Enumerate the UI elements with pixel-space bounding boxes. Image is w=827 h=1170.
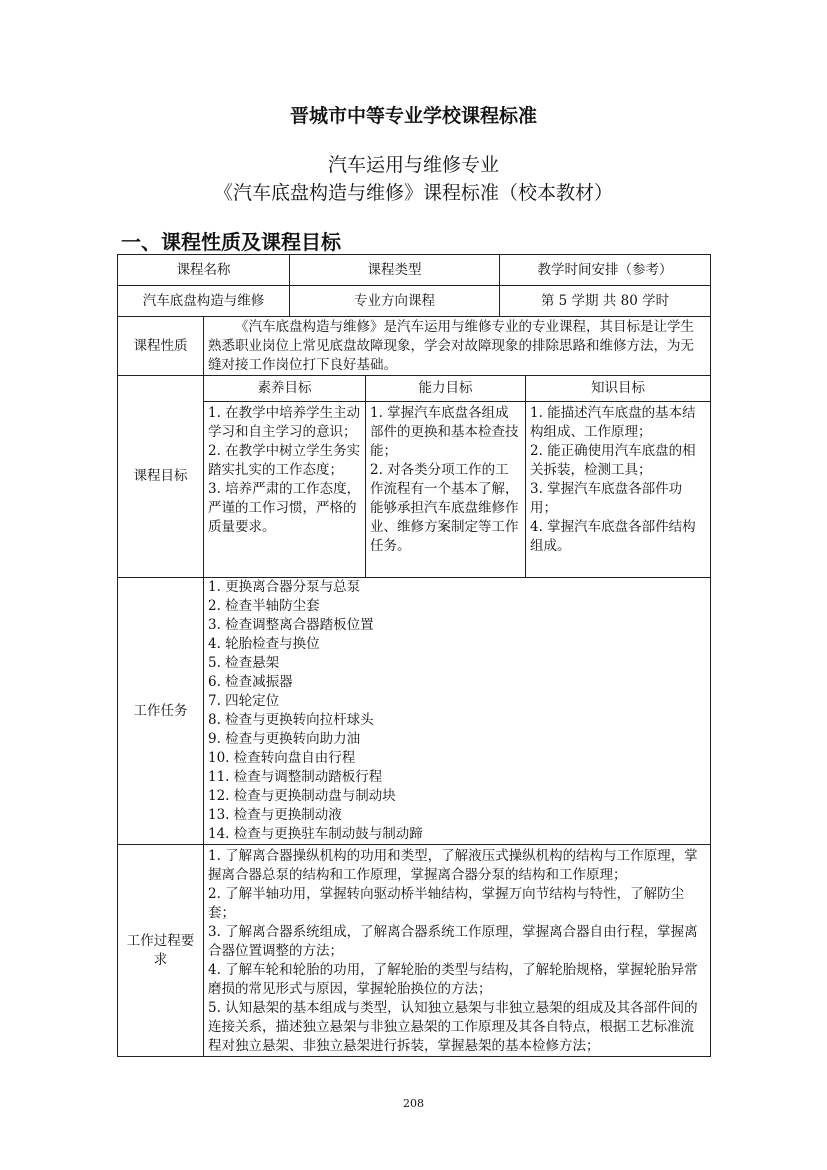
page-number: 208 <box>403 1097 424 1110</box>
tasks-label: 工作任务 <box>118 578 204 845</box>
task-item: 5. 检查悬架 <box>208 655 280 671</box>
task-item: 12. 检查与更换制动盘与制动块 <box>208 788 396 804</box>
task-item: 9. 检查与更换转向助力油 <box>208 731 361 747</box>
task-item: 8. 检查与更换转向拉杆球头 <box>208 712 374 728</box>
quality-goals <box>204 402 366 578</box>
document-subtitle-course: 《汽车底盘构造与维修》课程标准（校本教材） <box>213 182 613 204</box>
task-item: 14. 检查与更换驻车制动鼓与制动蹄 <box>208 826 423 842</box>
task-item: 4. 轮胎检查与换位 <box>208 636 320 652</box>
quality-goal-item: 2. 在教学中树立学生务实踏实扎实的工作态度； <box>208 443 361 478</box>
knowledge-goal-item: 1. 能描述汽车底盘的基本结构组成、工作原理； <box>530 405 696 440</box>
knowledge-goal-item: 3. 掌握汽车底盘各部件功用； <box>530 481 683 516</box>
course-detail-table <box>117 316 711 1057</box>
course-info-table <box>117 254 711 317</box>
header-course-type: 课程类型 <box>290 255 500 286</box>
ability-goal-header: 能力目标 <box>366 376 526 402</box>
task-item: 10. 检查转向盘自由行程 <box>208 750 356 766</box>
document-subtitle-major: 汽车运用与维修专业 <box>327 154 499 176</box>
ability-goals <box>366 402 526 578</box>
knowledge-goal-item: 4. 掌握汽车底盘各部件结构组成。 <box>530 519 696 554</box>
task-item: 6. 检查减振器 <box>208 674 293 690</box>
document-title: 晋城市中等专业学校课程标准 <box>289 105 537 127</box>
task-item: 3. 检查调整离合器踏板位置 <box>208 617 374 633</box>
process-item: 5. 认知悬架的基本组成与类型，认知独立悬架与非独立悬架的组成及其各部件间的连接关系，描述独立悬架与非独立悬架的工作原理及其各自特点，根据工艺标准流程对独立悬架、非独立悬架进行拆装，掌握悬架的基本检修方法； <box>208 1000 698 1054</box>
process-item: 1. 了解离合器操纵机构的功用和类型，了解液压式操纵机构的结构与工作原理，掌握离合器总泵的结构和工作原理，掌握离合器分泵的结构和工作原理； <box>208 848 698 883</box>
section-heading: 一、课程性质及课程目标 <box>121 230 341 254</box>
knowledge-goals <box>526 402 711 578</box>
task-item: 2. 检查半轴防尘套 <box>208 598 320 614</box>
knowledge-goal-item: 2. 能正确使用汽车底盘的相关拆装，检测工具； <box>530 443 696 478</box>
quality-goal-item: 3. 培养严肃的工作态度，严谨的工作习惯，严格的质量要求。 <box>208 481 361 535</box>
course-type-value: 专业方向课程 <box>290 286 500 317</box>
tasks-list <box>204 578 711 845</box>
process-item: 3. 了解离合器系统组成，了解离合器系统工作原理，掌握离合器自由行程，掌握离合器位置调整的方法； <box>208 924 698 959</box>
task-item: 7. 四轮定位 <box>208 693 280 709</box>
course-name-value: 汽车底盘构造与维修 <box>118 286 290 317</box>
task-item: 13. 检查与更换制动液 <box>208 807 342 823</box>
process-item: 2. 了解半轴功用，掌握转向驱动桥半轴结构，掌握万向节结构与特性，了解防尘套； <box>208 886 685 921</box>
header-schedule: 教学时间安排（参考） <box>500 255 711 286</box>
knowledge-goal-header: 知识目标 <box>526 376 711 402</box>
process-label: 工作过程要求 <box>118 845 204 1057</box>
schedule-value: 第 5 学期 共 80 学时 <box>500 286 711 317</box>
process-item: 4. 了解车轮和轮胎的功用，了解轮胎的类型与结构，了解轮胎规格，掌握轮胎异常磨损的常见形式与原因，掌握轮胎换位的方法； <box>208 962 698 997</box>
ability-goal-item: 2. 对各类分项工作的工作流程有一个基本了解，能够承担汽车底盘维修作业、维修方案制定等工作任务。 <box>370 462 519 554</box>
task-item: 11. 检查与调整制动踏板行程 <box>208 769 383 785</box>
ability-goal-item: 1. 掌握汽车底盘各组成部件的更换和基本检查技能； <box>370 405 519 459</box>
nature-text: 《汽车底盘构造与维修》是汽车运用与维修专业的专业课程，其目标是让学生熟悉职业岗位上常见底盘故障现象，学会对故障现象的排除思路和维修方法，为无缝对接工作岗位打下良好基础。 <box>204 317 711 376</box>
goals-label: 课程目标 <box>118 376 204 578</box>
quality-goal-header: 素养目标 <box>204 376 366 402</box>
quality-goal-item: 1. 在教学中培养学生主动学习和自主学习的意识； <box>208 405 361 440</box>
nature-label: 课程性质 <box>118 317 204 376</box>
task-item: 1. 更换离合器分泵与总泵 <box>208 579 361 595</box>
process-requirements <box>204 845 711 1057</box>
header-course-name: 课程名称 <box>118 255 290 286</box>
